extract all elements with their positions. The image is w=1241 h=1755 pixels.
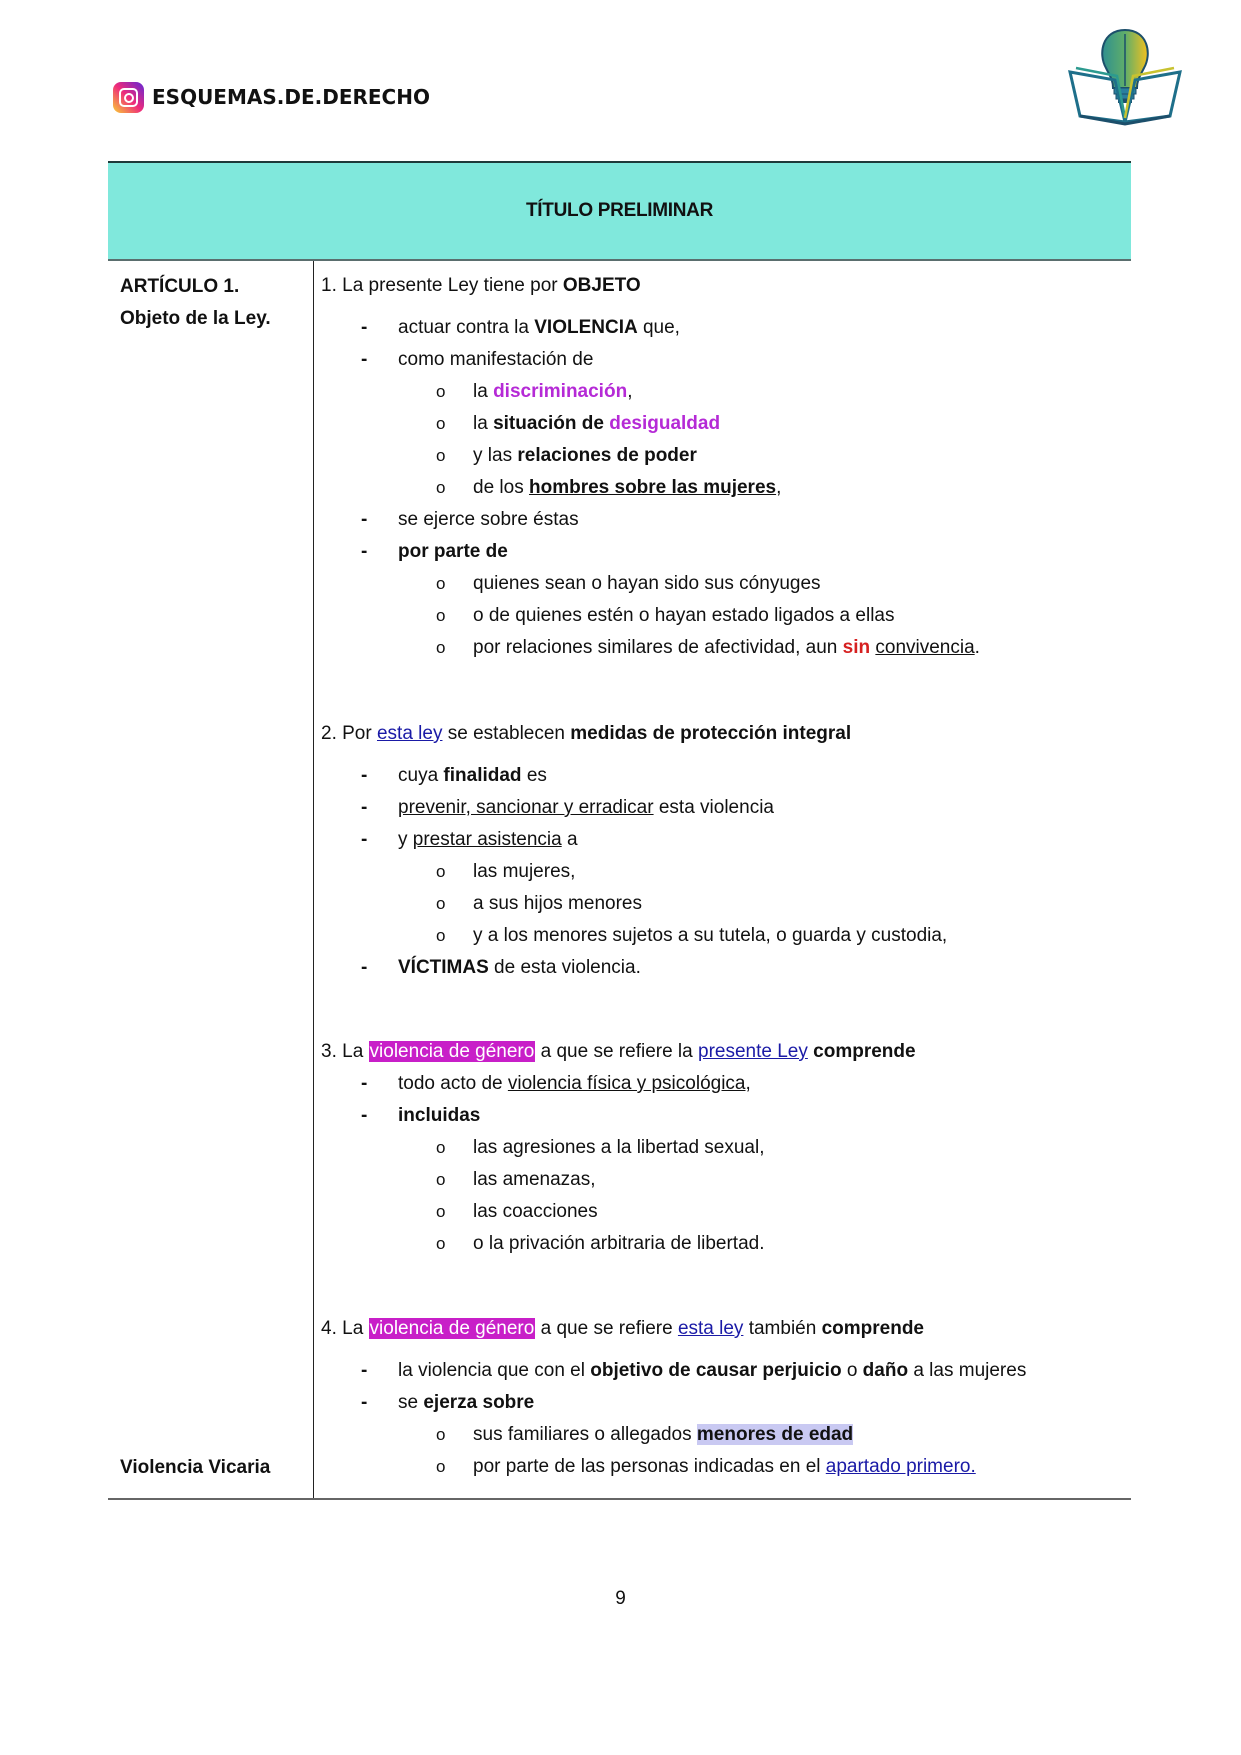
p4-intro	[321, 1316, 924, 1342]
dash-bullet: -	[361, 765, 368, 786]
p1-intro	[321, 273, 641, 299]
article-heading	[120, 271, 271, 335]
circle-bullet: o	[436, 926, 446, 945]
article-title: Objeto de la Ley.	[120, 308, 271, 329]
text: esta violencia	[653, 797, 774, 818]
p1-subitem	[473, 411, 720, 437]
text: la	[473, 413, 494, 434]
magenta-text: discriminación	[493, 381, 628, 402]
highlighted-text: violencia de género	[369, 1318, 535, 1339]
text: a que se refiere	[535, 1318, 678, 1339]
circle-bullet: o	[436, 382, 446, 401]
dash-bullet: -	[361, 957, 368, 978]
text: a las mujeres	[908, 1360, 1027, 1381]
text: 4. La	[321, 1318, 369, 1339]
text: .	[974, 637, 980, 658]
p2-subitem: a sus hijos menores	[473, 893, 642, 914]
underlined-text: prestar asistencia	[412, 829, 562, 850]
p2-subitem: y a los menores sujetos a su tutela, o guarda y custodia,	[473, 925, 948, 946]
dash-bullet: -	[361, 1392, 368, 1413]
circle-bullet: o	[436, 1138, 446, 1157]
p1-subitem: o de quienes estén o hayan estado ligados a ellas	[473, 605, 895, 626]
p3-subitem: o la privación arbitraria de libertad.	[473, 1233, 765, 1254]
p4-item	[398, 1390, 534, 1416]
page-number: 9	[615, 1588, 626, 1609]
p1-item: se ejerce sobre éstas	[398, 509, 579, 530]
dash-bullet: -	[361, 1360, 368, 1381]
text: es	[521, 765, 547, 786]
dash-bullet: -	[361, 349, 368, 370]
side-label-violencia-vicaria: Violencia Vicaria	[120, 1457, 271, 1478]
text: se establecen	[442, 723, 571, 744]
dash-bullet: -	[361, 317, 368, 338]
apartado-primero-link[interactable]: apartado primero.	[825, 1456, 976, 1477]
text: 3. La	[321, 1041, 369, 1062]
bold-text: VÍCTIMAS	[398, 957, 489, 978]
bold-text: objetivo de causar perjuicio	[590, 1360, 842, 1381]
p2-intro	[321, 721, 851, 747]
dash-bullet: -	[361, 829, 368, 850]
text: y	[398, 829, 413, 850]
circle-bullet: o	[436, 446, 446, 465]
underlined-text: violencia física y psicológica	[507, 1073, 746, 1094]
magenta-text: desigualdad	[609, 413, 721, 434]
text: que,	[637, 317, 680, 338]
dash-bullet: -	[361, 509, 368, 530]
bold-underlined-text: hombres sobre las mujeres	[528, 477, 777, 498]
p2-item	[398, 827, 578, 853]
bold-text: comprende	[821, 1318, 924, 1339]
text: y las	[473, 445, 518, 466]
bold-text: VIOLENCIA	[534, 317, 638, 338]
text: se	[398, 1392, 424, 1413]
dash-bullet: -	[361, 1073, 368, 1094]
p4-subitem	[473, 1422, 853, 1448]
text: todo acto de	[398, 1073, 508, 1094]
bold-text: comprende	[813, 1041, 916, 1062]
p1-item: por parte de	[398, 541, 508, 562]
circle-bullet: o	[436, 414, 446, 433]
p2-item	[398, 795, 774, 821]
brand-name: ESQUEMAS.DE.DERECHO	[152, 85, 430, 109]
p3-subitem: las amenazas,	[473, 1169, 596, 1190]
presente-ley-link[interactable]: presente Ley	[698, 1041, 808, 1062]
p1-subitem	[473, 635, 980, 661]
underlined-text: convivencia	[875, 637, 975, 658]
p1-item: como manifestación de	[398, 349, 594, 370]
p3-item	[398, 1071, 751, 1097]
p1-item	[398, 315, 680, 341]
text: por relaciones similares de afectividad, aun	[473, 637, 843, 658]
circle-bullet: o	[436, 1202, 446, 1221]
section-title: TÍTULO PRELIMINAR	[526, 200, 713, 221]
circle-bullet: o	[436, 1234, 446, 1253]
text: la violencia que con el	[398, 1360, 591, 1381]
circle-bullet: o	[436, 1170, 446, 1189]
text: 2. Por	[321, 723, 377, 744]
instagram-icon	[113, 82, 144, 113]
text: de los	[473, 477, 529, 498]
circle-bullet: o	[436, 478, 446, 497]
bold-text: situación de	[493, 413, 610, 434]
p1-subitem	[473, 475, 781, 501]
text: la	[473, 381, 494, 402]
bold-text: daño	[862, 1360, 909, 1381]
text: ,	[776, 477, 782, 498]
text: a	[561, 829, 578, 850]
p4-subitem	[473, 1454, 976, 1480]
text: ,	[745, 1073, 751, 1094]
text: cuya	[398, 765, 444, 786]
highlighted-text: violencia de género	[369, 1041, 535, 1062]
circle-bullet: o	[436, 894, 446, 913]
p4-item	[398, 1358, 1026, 1384]
text: ,	[627, 381, 633, 402]
p2-item	[398, 763, 547, 789]
circle-bullet: o	[436, 862, 446, 881]
bold-text: ejerza sobre	[423, 1392, 535, 1413]
red-text: sin	[842, 637, 871, 658]
dash-bullet: -	[361, 797, 368, 818]
text: por parte de las personas indicadas en el	[473, 1456, 826, 1477]
text: también	[743, 1318, 822, 1339]
article-table	[108, 161, 1131, 1500]
circle-bullet: o	[436, 638, 446, 657]
brand-header	[113, 80, 430, 114]
p1-subitem	[473, 379, 632, 405]
p3-item: incluidas	[398, 1105, 481, 1126]
table-body	[108, 261, 1131, 1500]
table-header	[108, 161, 1131, 261]
p2-item	[398, 955, 641, 981]
circle-bullet: o	[436, 1457, 446, 1476]
underlined-text: prevenir, sancionar y erradicar	[398, 797, 654, 818]
circle-bullet: o	[436, 606, 446, 625]
text: 1. La presente Ley tiene por	[321, 275, 563, 296]
column-divider	[313, 261, 314, 1498]
dash-bullet: -	[361, 541, 368, 562]
text: a que se refiere la	[535, 1041, 698, 1062]
highlighted-bold-text: menores de edad	[696, 1424, 854, 1445]
p3-intro	[321, 1039, 916, 1065]
p3-subitem: las coacciones	[473, 1201, 598, 1222]
p2-subitem: las mujeres,	[473, 861, 576, 882]
dash-bullet: -	[361, 1105, 368, 1126]
bold-text: medidas de protección integral	[570, 723, 852, 744]
text: o	[841, 1360, 863, 1381]
p1-subitem	[473, 443, 697, 469]
article-label: ARTÍCULO 1.	[120, 276, 240, 297]
esta-ley-link[interactable]: esta ley	[376, 723, 443, 744]
bold-text: OBJETO	[562, 275, 641, 296]
bold-text: relaciones de poder	[517, 445, 697, 466]
circle-bullet: o	[436, 1425, 446, 1444]
p1-subitem: quienes sean o hayan sido sus cónyuges	[473, 573, 821, 594]
bold-text: finalidad	[443, 765, 522, 786]
esta-ley-link[interactable]: esta ley	[677, 1318, 744, 1339]
circle-bullet: o	[436, 574, 446, 593]
p3-subitem: las agresiones a la libertad sexual,	[473, 1137, 765, 1158]
lightbulb-brain-book-logo	[1060, 24, 1190, 134]
text: actuar contra la	[398, 317, 535, 338]
text: de esta violencia.	[488, 957, 641, 978]
text: sus familiares o allegados	[473, 1424, 697, 1445]
